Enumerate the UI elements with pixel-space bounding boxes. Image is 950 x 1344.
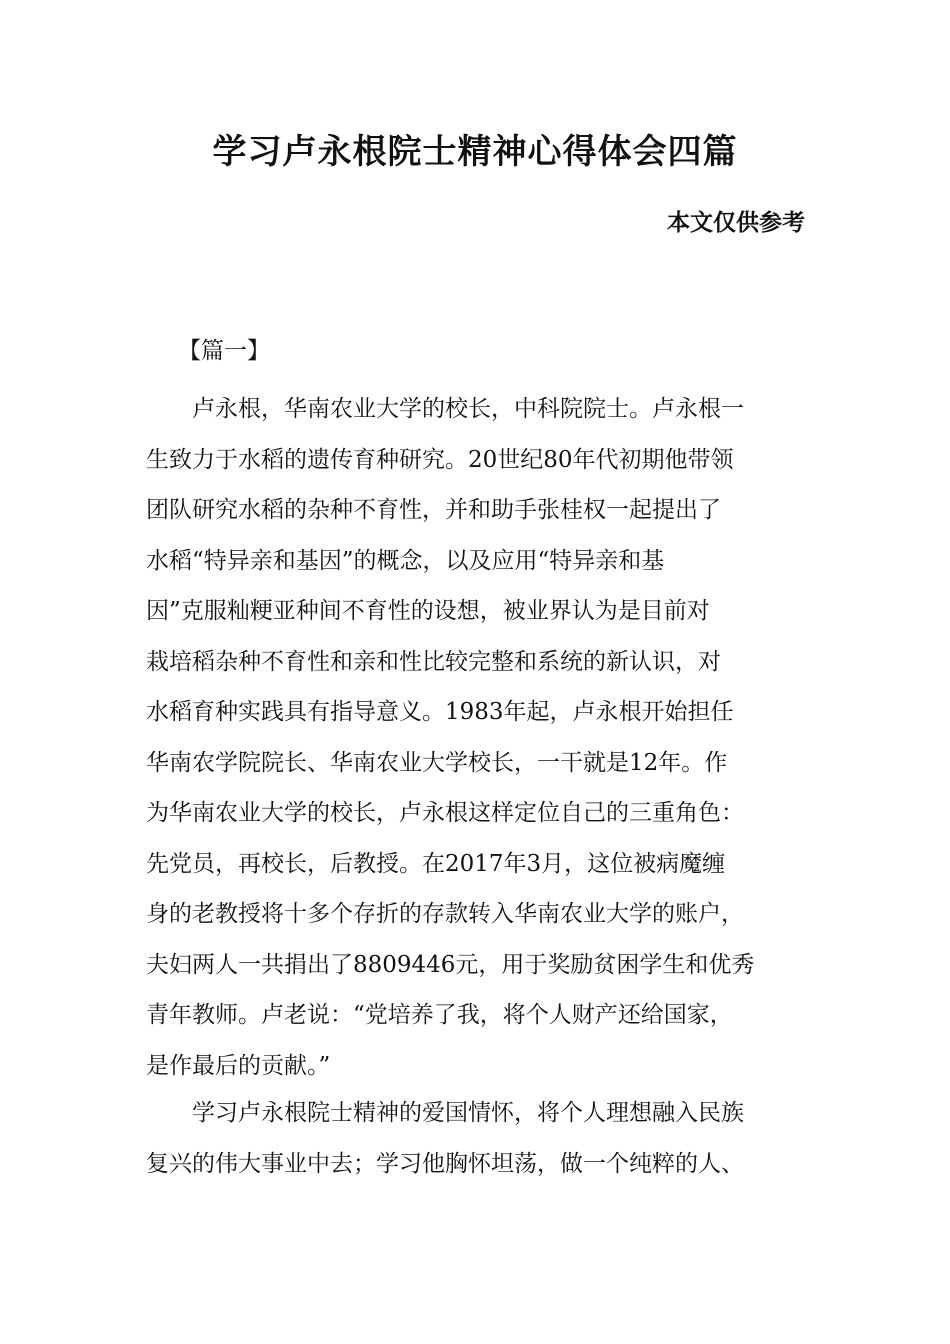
paragraph-2 bbox=[146, 1088, 806, 1189]
text-line: 是作最后的贡献。” bbox=[146, 1052, 331, 1079]
text-line: 为华南农业大学的校长，卢永根这样定位自己的三重角色： bbox=[146, 800, 744, 826]
paragraph-1 bbox=[146, 384, 806, 1091]
text-line: 生致力于水稻的遗传育种研究。20世纪80年代初期他带领 bbox=[146, 446, 734, 473]
text-line: 团队研究水稻的杂种不育性，并和助手张桂权一起提出了 bbox=[146, 497, 721, 523]
text-line: 复兴的伟大事业中去；学习他胸怀坦荡，做一个纯粹的人、 bbox=[146, 1150, 744, 1177]
text-line: 身的老教授将十多个存折的存款转入华南农业大学的账户， bbox=[146, 901, 744, 927]
text-line: 夫妇两人一共捐出了8809446元，用于奖励贫困学生和优秀 bbox=[146, 951, 755, 978]
text-line: 因”克服籼粳亚种间不育性的设想，被业界认为是目前对 bbox=[146, 598, 710, 624]
text-line: 水稻“特异亲和基因”的概念，以及应用“特异亲和基 bbox=[146, 547, 665, 574]
text-line: 华南农学院院长、华南农业大学校长，一干就是12年。作 bbox=[146, 749, 728, 776]
text-line: 学习卢永根院士精神的爱国情怀，将个人理想融入民族 bbox=[146, 1100, 744, 1126]
text-line: 栽培稻杂种不育性和亲和性比较完整和系统的新认识，对 bbox=[146, 648, 721, 675]
document-title: 学习卢永根院士精神心得体会四篇 bbox=[212, 132, 738, 172]
text-line: 卢永根，华南农业大学的校长，中科院院士。卢永根一 bbox=[146, 396, 744, 422]
text-line: 水稻育种实践具有指导意义。1983年起，卢永根开始担任 bbox=[146, 699, 734, 725]
text-line: 青年教师。卢老说：“党培养了我，将个人财产还给国家， bbox=[146, 1002, 733, 1028]
section-heading: 【篇一】 bbox=[178, 338, 270, 364]
text-line: 先党员，再校长，后教授。在2017年3月，这位被病魔缠 bbox=[146, 850, 726, 877]
document-subtitle: 本文仅供参考 bbox=[667, 210, 805, 236]
